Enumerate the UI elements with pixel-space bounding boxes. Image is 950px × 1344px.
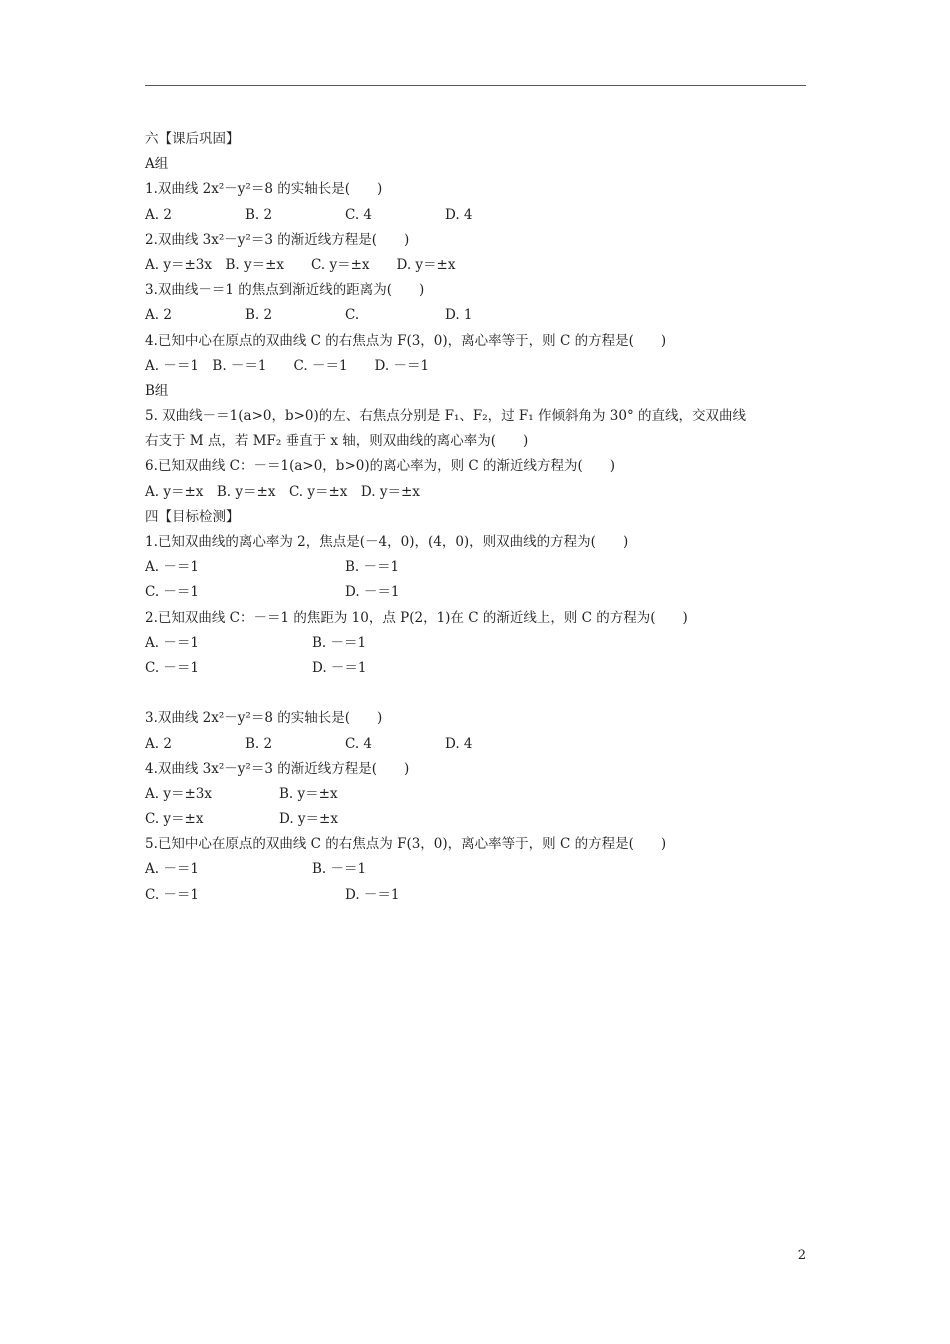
option-item: A. －＝1 [145,861,199,878]
options-line [145,782,815,807]
text-line: 1.已知双曲线的离心率为 2，焦点是(－4，0)，(4，0)，则双曲线的方程为( ) [145,534,629,550]
text-line: A. y＝±x B. y＝±x C. y＝±x D. y＝±x [145,483,420,500]
text-line: 四【目标检测】 [145,508,240,525]
option-item: B. 2 [245,307,273,324]
option-item: B. 2 [245,735,273,752]
options-line [145,883,815,908]
options-line [145,203,815,228]
options-line [145,303,815,328]
option-item: D. 4 [445,206,473,223]
option-item: B. 2 [245,206,273,223]
option-item: C. 4 [345,735,373,752]
options-line [145,732,815,757]
option-item: B. －＝1 [312,634,367,651]
text-line: 5. 双曲线－＝1(a>0，b>0)的左、右焦点分别是 F₁、F₂，过 F₁ 作倾斜角为 30° 的直线，交双曲线 [145,408,747,425]
options-line [145,656,815,681]
option-item: D. －＝1 [312,659,367,676]
text-line: 4.已知中心在原点的双曲线 C 的右焦点为 F(3，0)，离心率等于，则 C 的方程是( ) [145,332,667,349]
text-line: B组 [145,382,169,399]
document-body [145,127,815,908]
options-line [145,580,815,605]
options-line [145,631,815,656]
option-item: C. y＝±x [145,811,204,828]
option-item: C. [345,307,360,324]
text-line: 3.双曲线 2x²－y²＝8 的实轴长是( ) [145,710,383,727]
option-item: D. y＝±x [279,811,338,828]
option-item: A. 2 [145,307,172,324]
text-line: A. －＝1 B. －＝1 C. －＝1 D. －＝1 [145,357,430,374]
option-item: C. －＝1 [145,659,200,676]
option-item: B. y＝±x [279,785,338,802]
option-item: B. －＝1 [312,861,367,878]
text-line: 2.已知双曲线 C：－＝1 的焦距为 10，点 P(2，1)在 C 的渐近线上，则 C 的方程为( ) [145,609,688,626]
option-item: D. －＝1 [345,886,400,903]
option-item: A. －＝1 [145,634,199,651]
page-number: 2 [797,1248,806,1263]
text-line: 右支于 M 点，若 MF₂ 垂直于 x 轴，则双曲线的离心率为( ) [145,433,529,450]
option-item: A. 2 [145,206,172,223]
option-item: A. 2 [145,735,172,752]
text-line: 4.双曲线 3x²－y²＝3 的渐近线方程是( ) [145,760,410,777]
text-line: A组 [145,156,169,173]
option-item: D. 1 [445,307,473,324]
option-item: D. －＝1 [345,584,400,601]
option-item: A. y＝±3x [145,785,212,802]
option-item: B. －＝1 [345,559,400,576]
text-line: 2.双曲线 3x²－y²＝3 的渐近线方程是( ) [145,231,410,248]
option-item: C. －＝1 [145,584,200,601]
options-line [145,555,815,580]
option-item: D. 4 [445,735,473,752]
header-rule [145,85,806,86]
option-item: C. －＝1 [145,886,200,903]
option-item: A. －＝1 [145,559,199,576]
blank-line [145,681,815,706]
text-line: A. y＝±3x B. y＝±x C. y＝±x D. y＝±x [145,256,456,273]
option-item: C. 4 [345,206,373,223]
options-line [145,857,815,882]
text-line: 1.双曲线 2x²－y²＝8 的实轴长是( ) [145,181,383,198]
options-line [145,807,815,832]
text-line: 6.已知双曲线 C：－＝1(a>0，b>0)的离心率为，则 C 的渐近线方程为( ) [145,458,616,475]
text-line: 5.已知中心在原点的双曲线 C 的右焦点为 F(3，0)，离心率等于，则 C 的方程是( ) [145,836,667,853]
text-line: 六【课后巩固】 [145,131,240,147]
text-line: 3.双曲线－＝1 的焦点到渐近线的距离为( ) [145,282,425,299]
